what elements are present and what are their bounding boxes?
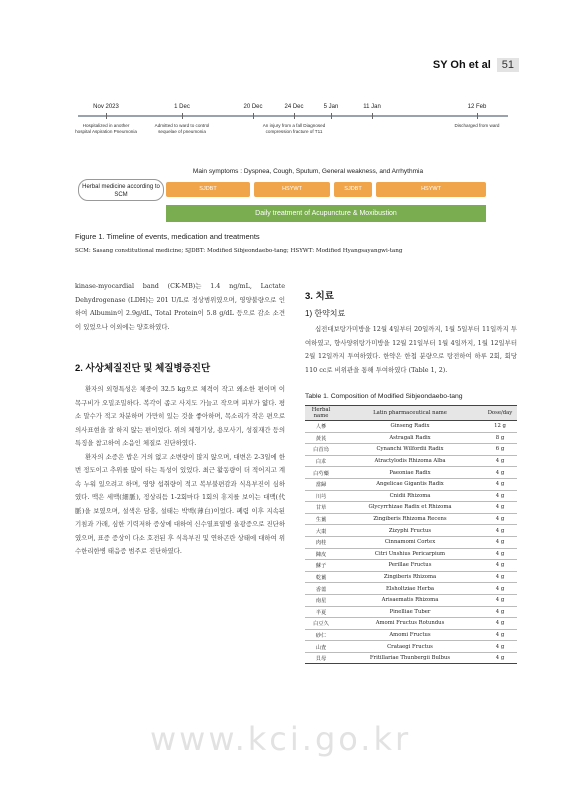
left-column	[75, 280, 285, 559]
table-header: Latin pharmaceutical name	[337, 406, 483, 421]
paragraph: 환자의 외형특성은 체중이 32.5 kg으로 체격이 작고 왜소한 편이며 이목구비가 오밀조밀하다. 복각이 좁고 사지도 가늘고 작으며 피부가 얇다. 평소 말수가 적고 차분하며 가만히 있는 것을 좋아하며, 목소리가 작은 편으로 의사표현을 잘 하지 않는 편이었다. 위의 체형기상, 용모사기, 성질재간 등의 특징을 참고하여 소음인 체질로 진단하였다.	[75, 385, 285, 447]
table-cell: Zizyphi Fructus	[337, 525, 483, 537]
table-row	[305, 583, 517, 595]
table-cell: 山査	[305, 641, 337, 653]
table-cell: Cnidii Rhizoma	[337, 490, 483, 502]
timeline-event: Admitted to ward to control sequelae of pneumonia	[154, 123, 210, 134]
timeline-axis	[78, 115, 508, 117]
table-cell: 白豆久	[305, 618, 337, 630]
timeline-date: 11 Jan	[363, 104, 381, 110]
table-row	[305, 432, 517, 444]
composition-table	[305, 405, 517, 664]
table-cell: 4 g	[483, 548, 517, 560]
table-cell: 當歸	[305, 478, 337, 490]
table-row	[305, 467, 517, 479]
page-header	[433, 58, 519, 72]
table-cell: 南星	[305, 594, 337, 606]
table-cell: 白芍藥	[305, 467, 337, 479]
paragraph: kinase-myocardial band (CK-MB)는 1.4 ng/mL, Lactate Dehydrogenase (LDH)는 201 U/L로 정상범위였으며, 영양불량으로 인하여 Albumin이 2.9g/dL, Total Protein이 5.8 g/dL 등으로 감소 소견이 있었으나 이외에는 양호하였다.	[75, 282, 285, 331]
timeline-tick	[372, 113, 373, 119]
table-cell: Citri Unshius Pericarpium	[337, 548, 483, 560]
table-cell: Ginseng Radix	[337, 421, 483, 433]
table-row	[305, 502, 517, 514]
table-cell: Fritillariae Thunbergii Bulbus	[337, 652, 483, 664]
table-cell: 4 g	[483, 560, 517, 572]
table-row	[305, 618, 517, 630]
table-row	[305, 444, 517, 456]
table-cell: Glycyrrhizae Radix et Rhizoma	[337, 502, 483, 514]
running-author: SY Oh et al	[432, 59, 491, 71]
herbal-medicine-label: Herbal medicine according to SCM	[78, 179, 164, 201]
table-cell: Crataegi Fructus	[337, 641, 483, 653]
table-row	[305, 536, 517, 548]
acupuncture-bar: Daily treatment of Acupuncture & Moxibustion	[166, 205, 486, 222]
table-cell: 4 g	[483, 641, 517, 653]
hsywt-bar: HSYWT	[376, 182, 486, 197]
table-cell: 4 g	[483, 502, 517, 514]
figure-caption: Figure 1. Timeline of events, medication and treatments	[75, 232, 260, 241]
table-cell: Amomi Fructus	[337, 629, 483, 641]
table-row	[305, 629, 517, 641]
table-row	[305, 571, 517, 583]
table-row	[305, 525, 517, 537]
timeline-tick	[182, 113, 183, 119]
timeline-figure	[75, 104, 508, 234]
subsection-heading: 1) 한약치료	[305, 309, 346, 318]
table-row	[305, 513, 517, 525]
table-row	[305, 548, 517, 560]
figure-note: SCM: Sasang constitutional medicine; SJDBT: Modified Sibjeondaebo-tang; HSYWT: Modified Hyangsayangwi-tang	[75, 248, 403, 254]
table-row	[305, 652, 517, 664]
table-cell: 6 g	[483, 444, 517, 456]
watermark: www.kci.go.kr	[150, 720, 412, 758]
table-cell: 4 g	[483, 490, 517, 502]
timeline-event: An injury from a fall Diagnosed compression fracture of T11	[262, 123, 326, 134]
table-cell: 香薷	[305, 583, 337, 595]
table-cell: 白朮	[305, 455, 337, 467]
table-header-row	[305, 406, 517, 421]
table-cell: Atractylodis Rhizoma Alba	[337, 455, 483, 467]
main-symptoms: Main symptoms : Dyspnea, Cough, Sputum, General weakness, and Arrhythmia	[192, 168, 424, 175]
table-cell: Angelicae Gigantis Radix	[337, 478, 483, 490]
table-cell: 4 g	[483, 513, 517, 525]
table-row	[305, 421, 517, 433]
table-row	[305, 594, 517, 606]
table-cell: 4 g	[483, 618, 517, 630]
table-row	[305, 490, 517, 502]
right-column	[305, 280, 517, 664]
table-cell: 4 g	[483, 478, 517, 490]
table-header: Dose/day	[483, 406, 517, 421]
table-cell: 川芎	[305, 490, 337, 502]
table-row	[305, 478, 517, 490]
table-cell: 黃芪	[305, 432, 337, 444]
table-cell: 甘草	[305, 502, 337, 514]
table-cell: 4 g	[483, 606, 517, 618]
table-cell: 4 g	[483, 629, 517, 641]
table-cell: 4 g	[483, 467, 517, 479]
table-cell: 大棗	[305, 525, 337, 537]
table-cell: Astragali Radix	[337, 432, 483, 444]
table-cell: 陳皮	[305, 548, 337, 560]
table-cell: Elsholtziae Herba	[337, 583, 483, 595]
table-cell: 4 g	[483, 583, 517, 595]
table-cell: Cinnamomi Cortex	[337, 536, 483, 548]
table-cell: 4 g	[483, 525, 517, 537]
timeline-date: 1 Dec	[174, 104, 190, 110]
table-cell: 4 g	[483, 455, 517, 467]
table-cell: 4 g	[483, 571, 517, 583]
sjdbt-bar: SJDBT	[334, 182, 372, 197]
table-header: Herbal name	[305, 406, 337, 421]
table-cell: Arisaematis Rhizoma	[337, 594, 483, 606]
table-cell: 人蔘	[305, 421, 337, 433]
table-cell: Cynanchi Wilfordii Radix	[337, 444, 483, 456]
table-cell: 蘇子	[305, 560, 337, 572]
timeline-event: Discharged from ward	[454, 123, 500, 128]
sjdbt-bar: SJDBT	[166, 182, 250, 197]
table-caption: Table 1. Composition of Modified Sibjeondaebo-tang	[305, 393, 463, 400]
timeline-tick	[477, 113, 478, 119]
section-heading: 2. 사상체질진단 및 체질병증진단	[75, 363, 211, 374]
table-cell: Amomi Fructus Rotundus	[337, 618, 483, 630]
section-heading: 3. 치료	[305, 291, 334, 302]
table-cell: 8 g	[483, 432, 517, 444]
table-cell: 生薑	[305, 513, 337, 525]
paragraph: 환자의 소증은 밥은 거의 없고 소변량이 많지 않으며, 대변은 2-3일에 한번 정도이고 추위를 많이 타는 특성이 있었다. 최근 활동량이 더 적어지고 계속 누워 있으려고 하며, 영양 섭취량이 적고 복부불편감과 식욕부진이 심하였다. 맥은 세맥(細脈), 정상리듬 1-2회마다 1회의 휴지를 보이는 대맥(代脈)을 보였으며, 설색은 담홍, 설태는 박백(薄白)이었다. 폐렴 이후 지속된 기침과 가래, 심한 기력저하 증상에 대하여 신수열표열병 울광증으로 진단하였으며, 표증 증상이 다소 호전된 후 식욕부진 및 연하곤란 상태에 대하여 위수한리한병 태음증 범주로 진단하였다.	[75, 452, 285, 555]
timeline-date: 20 Dec	[243, 104, 263, 110]
timeline-tick	[106, 113, 107, 119]
table-row	[305, 560, 517, 572]
timeline-date: 12 Feb	[467, 104, 487, 110]
table-cell: Perillae Fructus	[337, 560, 483, 572]
table-cell: 半夏	[305, 606, 337, 618]
table-cell: Paeoniae Radix	[337, 467, 483, 479]
timeline-date: 24 Dec	[284, 104, 304, 110]
table-row	[305, 455, 517, 467]
timeline-event: Hospitalized in another hospital Aspiration Pneumonia	[75, 123, 137, 134]
table-cell: 乾薑	[305, 571, 337, 583]
table-row	[305, 641, 517, 653]
table-cell: 肉桂	[305, 536, 337, 548]
table-row	[305, 606, 517, 618]
hsywt-bar: HSYWT	[254, 182, 330, 197]
page-number: 51	[497, 58, 519, 72]
timeline-tick	[253, 113, 254, 119]
table-cell: 4 g	[483, 594, 517, 606]
table-cell: 12 g	[483, 421, 517, 433]
table-cell: 貝母	[305, 652, 337, 664]
table-cell: 砂仁	[305, 629, 337, 641]
timeline-date: 5 Jan	[323, 104, 339, 110]
table-cell: Pinelliae Tuber	[337, 606, 483, 618]
timeline-date: Nov 2023	[93, 104, 119, 110]
paragraph: 십전대보탕가미방을 12월 4일부터 20일까지, 1월 5일부터 11일까지 투여하였고, 향사양위탕가미방을 12월 21일부터 1월 4일까지, 1월 12일부터 2월 12일까지 투여하였다. 한약은 한첩 분량으로 탕전하여 하루 2회, 회당 110 cc로 비위관을 통해 투여하였다 (Table 1, 2).	[305, 325, 517, 374]
timeline-tick	[331, 113, 332, 119]
table-cell: 4 g	[483, 536, 517, 548]
table-cell: Zingiberis Rhizoma	[337, 571, 483, 583]
table-cell: 白首烏	[305, 444, 337, 456]
table-cell: 4 g	[483, 652, 517, 664]
table-cell: Zingiberis Rhizoma Recens	[337, 513, 483, 525]
timeline-tick	[294, 113, 295, 119]
